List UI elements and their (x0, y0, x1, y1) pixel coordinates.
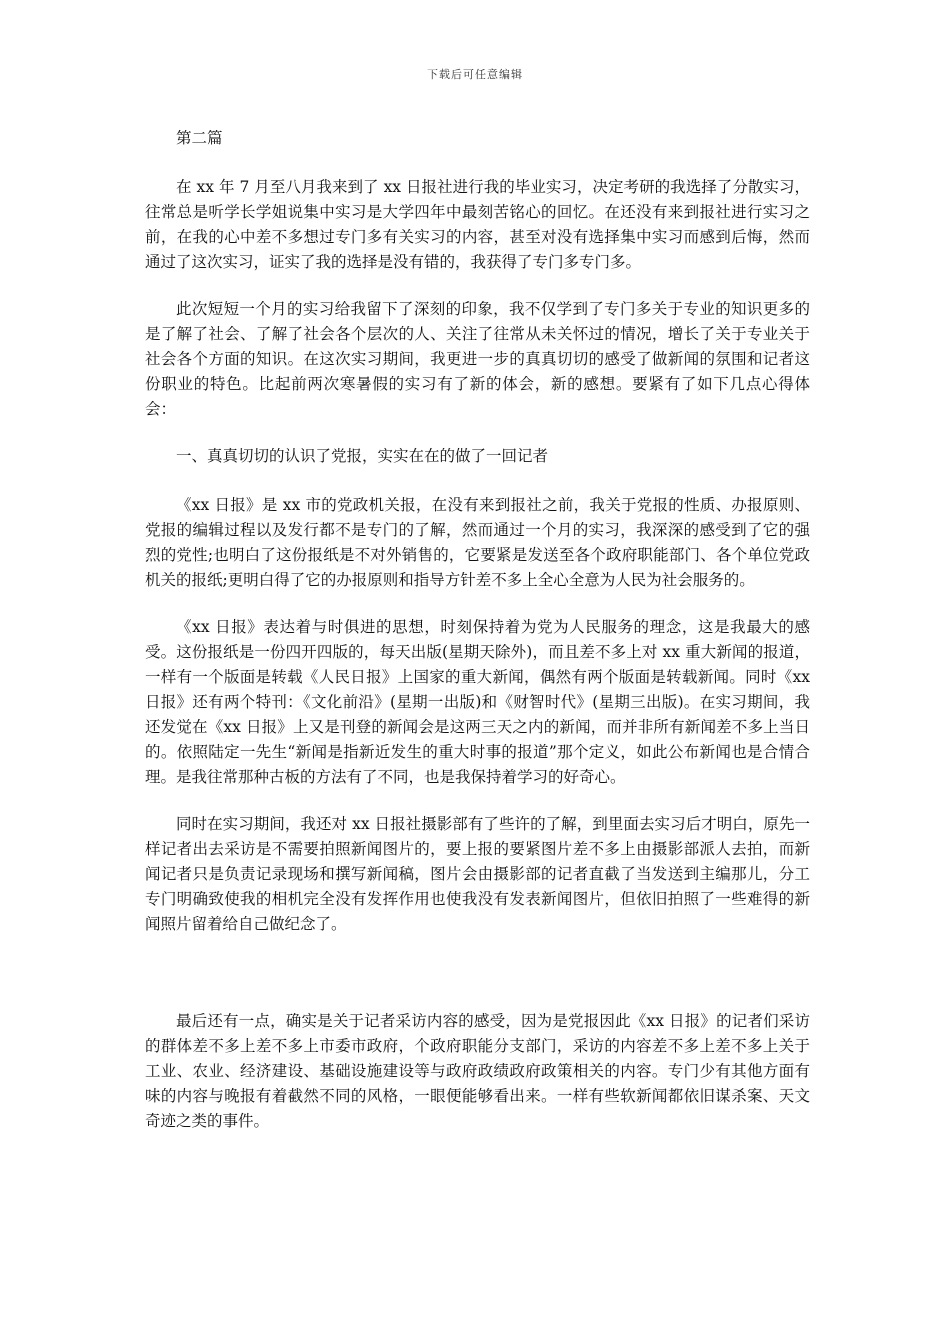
document-body (145, 126, 810, 1156)
paragraph: 同时在实习期间，我还对 xx 日报社摄影部有了些许的了解，到里面去实习后才明白，原先一样记者出去采访是不需要拍照新闻图片的，要上报的要紧图片差不多上由摄影部派人去拍，而新闻记者只是负责记录现场和撰写新闻稿，图片会由摄影部的记者直截了当发送到主编那儿，分工专门明确致使我的相机完全没有发挥作用也使我没有发表新闻图片，但依旧拍照了一些难得的新闻照片留着给自己做纪念了。 (145, 815, 810, 933)
subsection-heading: 一、真真切切的认识了党报，实实在在的做了一回记者 (176, 447, 549, 465)
paragraph: 此次短短一个月的实习给我留下了深刻的印象，我不仅学到了专门多关于专业的知识更多的是了解了社会、了解了社会各个层次的人、关注了往常从未关怀过的情况，增长了关于专业关于社会各个方面的知识。在这次实习期间，我更进一步的真真切切的感受了做新闻的氛围和记者这份职业的特色。比起前两次寒暑假的实习有了新的体会，新的感想。要紧有了如下几点心得体会： (145, 300, 810, 418)
header-note: 下载后可任意编辑 (427, 68, 523, 81)
paragraph: 《xx 日报》表达着与时俱进的思想，时刻保持着为党为人民服务的理念，这是我最大的感受。这份报纸是一份四开四版的，每天出版(星期天除外)，而且差不多上对 xx 重大新闻的报道，一样有一个版面是转载《人民日报》上国家的重大新闻，偶然有两个版面是转载新闻。同时《xx 日报》还有两个特刊：《文化前沿》(星期一出版)和《财智时代》(星期三出版)。在实习期间，我还发觉在《xx 日报》上又是刊登的新闻会是这两三天之内的新闻，而并非所有新闻差不多上当日的。依照陆定一先生“新闻是指新近发生的重大时事的报道”那个定义，如此公布新闻也是合情合理。是我往常那种古板的方法有了不同，也是我保持着学习的好奇心。 (145, 618, 810, 786)
section-title: 第二篇 (176, 129, 223, 147)
paragraph: 最后还有一点，确实是关于记者采访内容的感受，因为是党报因此《xx 日报》的记者们采访的群体差不多上差不多上市委市政府，个政府职能分支部门，采访的内容差不多上差不多上关于工业、农业、经济建设、基础设施建设等与政府政绩政府政策相关的内容。专门少有其他方面有味的内容与晚报有着截然不同的风格，一眼便能够看出来。一样有些软新闻都依旧谋杀案、天文奇迹之类的事件。 (145, 1012, 810, 1130)
paragraph: 《xx 日报》是 xx 市的党政机关报，在没有来到报社之前，我关于党报的性质、办报原则、党报的编辑过程以及发行都不是专门的了解，然而通过一个月的实习，我深深的感受到了它的强烈的党性;也明白了这份报纸是不对外销售的，它要紧是发送至各个政府职能部门、各个单位党政机关的报纸;更明白得了它的办报原则和指导方针差不多上全心全意为人民为社会服务的。 (145, 496, 810, 589)
paragraph: 在 xx 年 7 月至八月我来到了 xx 日报社进行我的毕业实习，决定考研的我选择了分散实习，往常总是听学长学姐说集中实习是大学四年中最刻苦铭心的回忆。在还没有来到报社进行实习之前，在我的心中差不多想过专门多有关实习的内容，甚至对没有选择集中实习而感到后悔，然而通过了这次实习，证实了我的选择是没有错的，我获得了专门多专门多。 (145, 178, 810, 271)
